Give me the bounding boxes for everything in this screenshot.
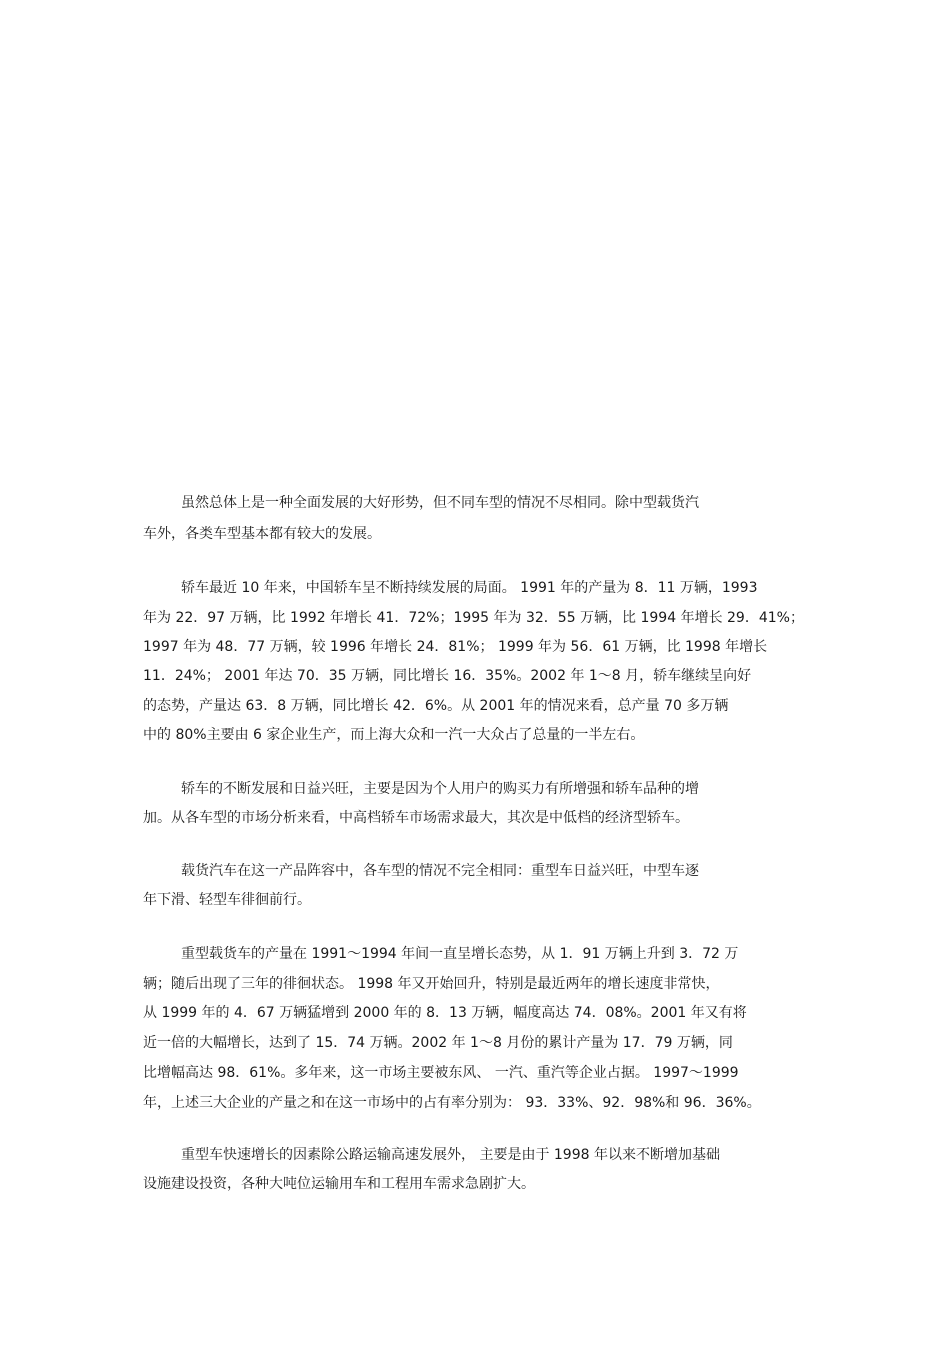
paragraph-line: 中的 80%主要由 6 家企业生产，而上海大众和一汽一大众占了总量的一半左右。	[143, 727, 645, 743]
paragraph-line: 近一倍的大幅增长，达到了 15．74 万辆。2002 年 1～8 月份的累计产量为 17．79 万辆，同	[143, 1035, 733, 1051]
paragraph-line: 轿车的不断发展和日益兴旺，主要是因为个人用户的购买力有所增强和轿车品种的增	[181, 781, 699, 797]
paragraph-line: 年下滑、轻型车徘徊前行。	[143, 892, 311, 908]
paragraph-line: 载货汽车在这一产品阵容中，各车型的情况不完全相同：重型车日益兴旺，中型车逐	[181, 863, 699, 879]
paragraph-line: 辆；随后出现了三年的徘徊状态。 1998 年又开始回升，特别是最近两年的增长速度非常快，	[143, 976, 720, 992]
paragraph-line: 年为 22．97 万辆，比 1992 年增长 41．72%；1995 年为 32．55 万辆，比 1994 年增长 29．41%；	[143, 610, 804, 626]
paragraph-line: 年，上述三大企业的产量之和在这一市场中的占有率分别为： 93．33%、92．98%和 96．36%。	[143, 1095, 761, 1111]
paragraph-line: 重型车快速增长的因素除公路运输高速发展外， 主要是由于 1998 年以来不断增加基础	[181, 1147, 720, 1163]
paragraph-line: 比增幅高达 98．61%。多年来，这一市场主要被东风、 一汽、重汽等企业占据。 1997～1999	[143, 1065, 739, 1081]
paragraph-line: 虽然总体上是一种全面发展的大好形势，但不同车型的情况不尽相同。除中型载货汽	[181, 495, 699, 511]
paragraph-line: 1997 年为 48．77 万辆，较 1996 年增长 24．81%； 1999 年为 56．61 万辆，比 1998 年增长	[143, 639, 768, 655]
paragraph-line: 从 1999 年的 4．67 万辆猛增到 2000 年的 8．13 万辆，幅度高达 74．08%。2001 年又有将	[143, 1005, 747, 1021]
paragraph-line: 加。从各车型的市场分析来看，中高档轿车市场需求最大，其次是中低档的经济型轿车。	[143, 810, 689, 826]
paragraph-line: 设施建设投资，各种大吨位运输用车和工程用车需求急剧扩大。	[143, 1176, 535, 1192]
paragraph-line: 车外，各类车型基本都有较大的发展。	[143, 526, 381, 542]
paragraph-line: 11．24%； 2001 年达 70．35 万辆，同比增长 16．35%。2002 年 1～8 月，轿车继续呈向好	[143, 668, 752, 684]
paragraph-line: 轿车最近 10 年来，中国轿车呈不断持续发展的局面。 1991 年的产量为 8．11 万辆，1993	[181, 580, 758, 596]
paragraph-line: 的态势，产量达 63．8 万辆，同比增长 42．6%。从 2001 年的情况来看，总产量 70 多万辆	[143, 698, 729, 714]
paragraph-line: 重型载货车的产量在 1991～1994 年间一直呈增长态势，从 1．91 万辆上升到 3．72 万	[181, 946, 739, 962]
